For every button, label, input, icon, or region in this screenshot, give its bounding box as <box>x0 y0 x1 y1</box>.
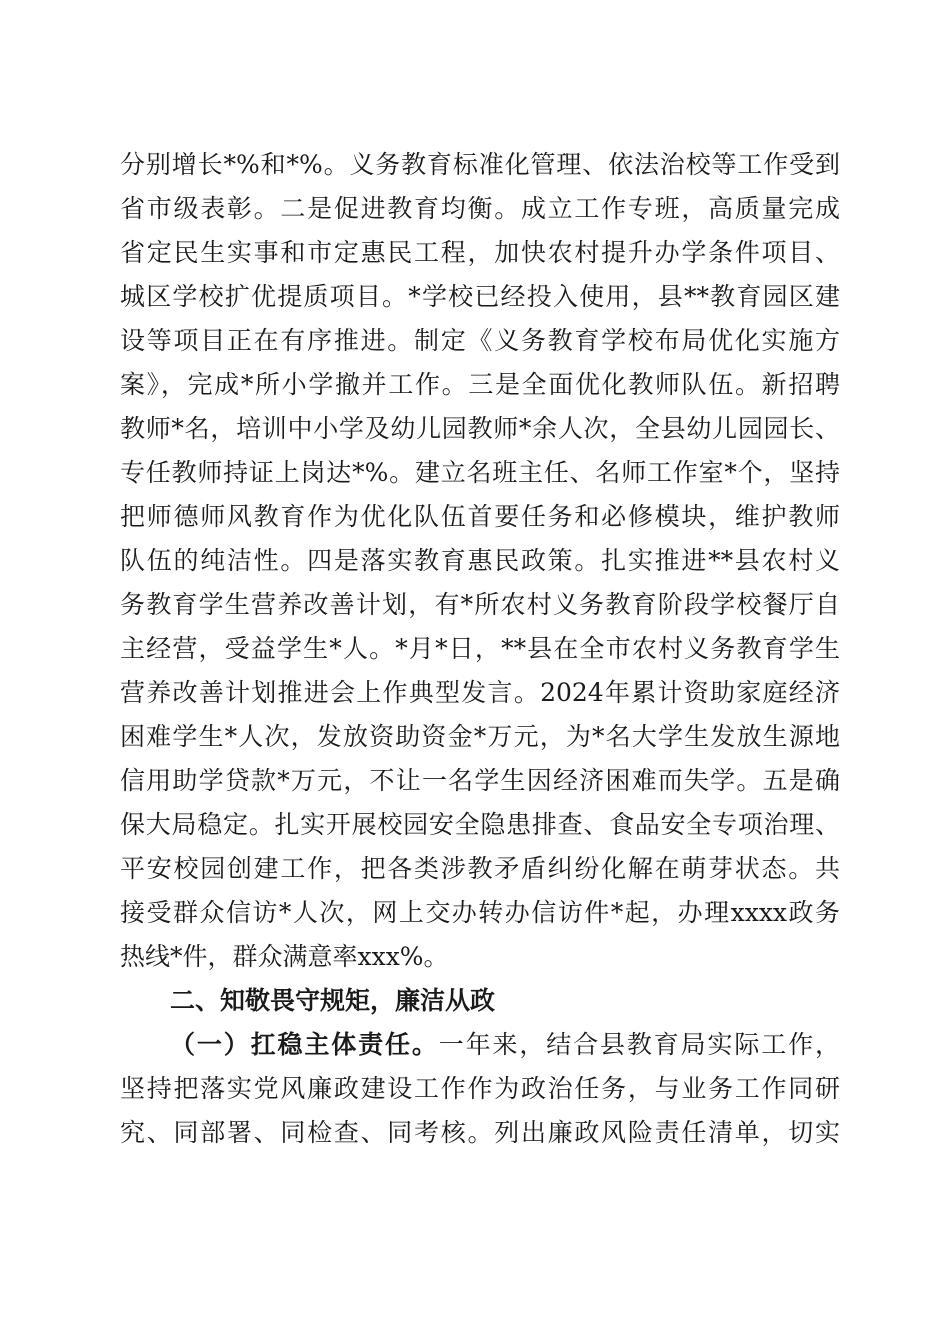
body-line: 坚持把落实党风廉政建设工作作为政治任务，与业务工作同研 <box>120 1074 840 1103</box>
body-line: 省市级表彰。二是促进教育均衡。成立工作专班，高质量完成 <box>120 194 840 223</box>
body-line: 困难学生*人次，发放资助资金*万元，为*名大学生发放生源地 <box>120 722 840 751</box>
section-heading: 二、知敬畏守规矩，廉洁从政 <box>170 986 496 1015</box>
subsection-first-line-text: 一年来，结合县教育局实际工作， <box>438 1030 840 1059</box>
body-line: 省定民生实事和市定惠民工程，加快农村提升办学条件项目、 <box>120 238 840 267</box>
body-line: 分别增长*%和*%。义务教育标准化管理、依法治校等工作受到 <box>120 150 840 179</box>
body-line: 案》，完成*所小学撤并工作。三是全面优化教师队伍。新招聘 <box>120 370 840 399</box>
body-line: 教师*名，培训中小学及幼儿园教师*余人次，全县幼儿园园长、 <box>120 414 840 443</box>
body-line: 主经营，受益学生*人。*月*日，**县在全市农村义务教育学生 <box>120 634 840 663</box>
body-line: 热线*件，群众满意率xxx%。 <box>120 942 449 971</box>
body-line: 营养改善计划推进会上作典型发言。2024年累计资助家庭经济 <box>120 678 840 707</box>
body-line: 专任教师持证上岗达*%。建立名班主任、名师工作室*个，坚持 <box>120 458 840 487</box>
body-line: 务教育学生营养改善计划，有*所农村义务教育阶段学校餐厅自 <box>120 590 840 619</box>
body-line: 城区学校扩优提质项目。*学校已经投入使用，县**教育园区建 <box>120 282 840 311</box>
subsection-first-line <box>120 1023 840 1067</box>
body-line: 把师德师风教育作为优化队伍首要任务和必修模块，维护教师 <box>120 502 840 531</box>
body-line: 队伍的纯洁性。四是落实教育惠民政策。扎实推进**县农村义 <box>120 546 840 575</box>
body-line: 设等项目正在有序推进。制定《义务教育学校布局优化实施方 <box>120 326 840 355</box>
body-line: 信用助学贷款*万元，不让一名学生因经济困难而失学。五是确 <box>120 766 840 795</box>
document-body <box>120 143 840 1155</box>
body-line: 接受群众信访*人次，网上交办转办信访件*起，办理xxxx政务 <box>120 898 840 927</box>
body-line: 平安校园创建工作，把各类涉教矛盾纠纷化解在萌芽状态。共 <box>120 854 840 883</box>
body-line: 保大局稳定。扎实开展校园安全隐患排查、食品安全专项治理、 <box>120 810 840 839</box>
body-line: 究、同部署、同检查、同考核。列出廉政风险责任清单，切实 <box>120 1118 840 1147</box>
subsection-title: （一）扛稳主体责任。 <box>170 1030 439 1059</box>
